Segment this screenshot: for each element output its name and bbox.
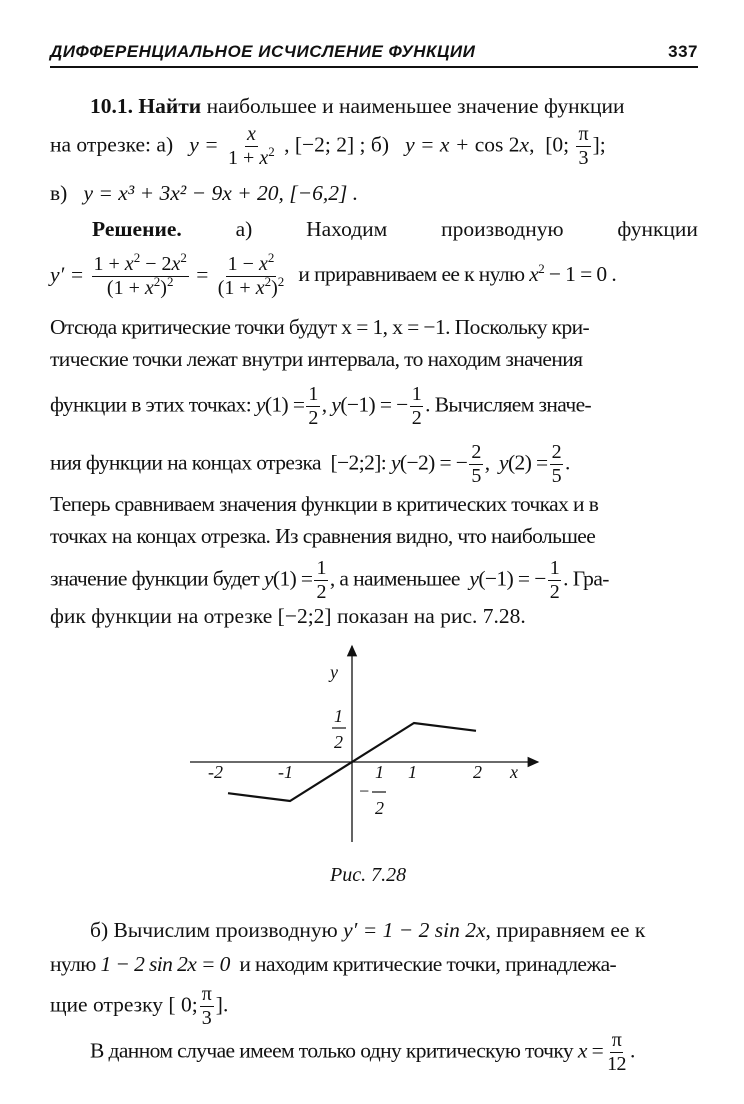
part-b-line-1: б) Вычислим производную y′ = 1 − 2 sin 2x, приравняем ее к (90, 918, 646, 942)
neg-half-sign: − (358, 781, 371, 801)
problem-line-3: в) y = x³ + 3x² − 9x + 20, [−6,2] . (50, 181, 359, 205)
tick-label-minus-1: -1 (278, 762, 293, 782)
problem-line-1: 10.1. Найти наибольшее и наименьшее значение функции (90, 94, 625, 118)
half-denominator: 2 (334, 732, 343, 752)
tick-label-1: 1 (408, 762, 417, 782)
chapter-title: ДИФФЕРЕНЦИАЛЬНОЕ ИСЧИСЛЕНИЕ ФУНКЦИИ (50, 42, 476, 61)
page-header (50, 34, 698, 68)
half-numerator: 1 (334, 706, 343, 726)
neg-half-denominator: 2 (375, 798, 384, 818)
neg-half-numerator: 1 (375, 762, 384, 782)
solution-line-4: тические точки лежат внутри интервала, то находим значения (50, 347, 583, 371)
y-axis-label: y (330, 662, 338, 682)
derivative-line: y′ = $\frac{1 + x^2 - 2x^2}{(1 + x^2)^2}$ = $\frac{1 - x^2}{(1 + x^2)^2}$ и приравниваем ее к нулю $x^2 - 1 = 0$ . (50, 250, 617, 299)
part-b-line-3: щие отрезку [ 0; $\frac{\pi}{3}$ ]. (50, 983, 229, 1029)
x-axis-label: x (510, 762, 518, 782)
page-number: 337 (668, 42, 698, 61)
part-b-line-2: нулю 1 − 2 sin 2x = 0 и находим критические точки, принадлежа- (50, 952, 617, 976)
figure-caption: Рис. 7.28 (330, 864, 407, 886)
problem-line-2: на отрезке: а) y = $\frac{x}{1 + x^2}$ , [−2; 2] ; б) y = x + cos 2x, [0; $\frac{\pi}{3}$ ]; (50, 123, 606, 169)
solution-line-9: значение функции будет y(1) = $\frac{1}{2}$ , а наименьшее y(−1) = − $\frac{1}{2}$ . Гра- (50, 557, 609, 603)
solution-line-3: Отсюда критические точки будут x = 1, x = −1. Поскольку кри- (50, 315, 590, 339)
tick-label-minus-2: -2 (208, 762, 223, 782)
solution-line-10: фик функции на отрезке [−2;2] показан на рис. 7.28. (50, 604, 526, 628)
part-b-line-4: В данном случае имеем только одну критическую точку x = $\frac{\pi}{12}$ . (90, 1029, 635, 1075)
function-graph (190, 640, 550, 850)
solution-line-8: точках на концах отрезка. Из сравнения видно, что наибольшее (50, 524, 596, 548)
solution-line-1: Решение. а) Находим производную функции (92, 217, 698, 241)
solution-line-7: Теперь сравниваем значения функции в критических точках и в (50, 492, 599, 516)
tick-label-2: 2 (473, 762, 482, 782)
solution-line-5: функции в этих точках: y(1) = $\frac{1}{2}$ , y(−1) = − $\frac{1}{2}$ . Вычисляем значе- (50, 383, 592, 429)
solution-line-6: ния функции на концах отрезка [−2;2]: y(−2) = − $\frac{2}{5}$ , y(2) = $\frac{2}{5}$ . (50, 441, 570, 487)
